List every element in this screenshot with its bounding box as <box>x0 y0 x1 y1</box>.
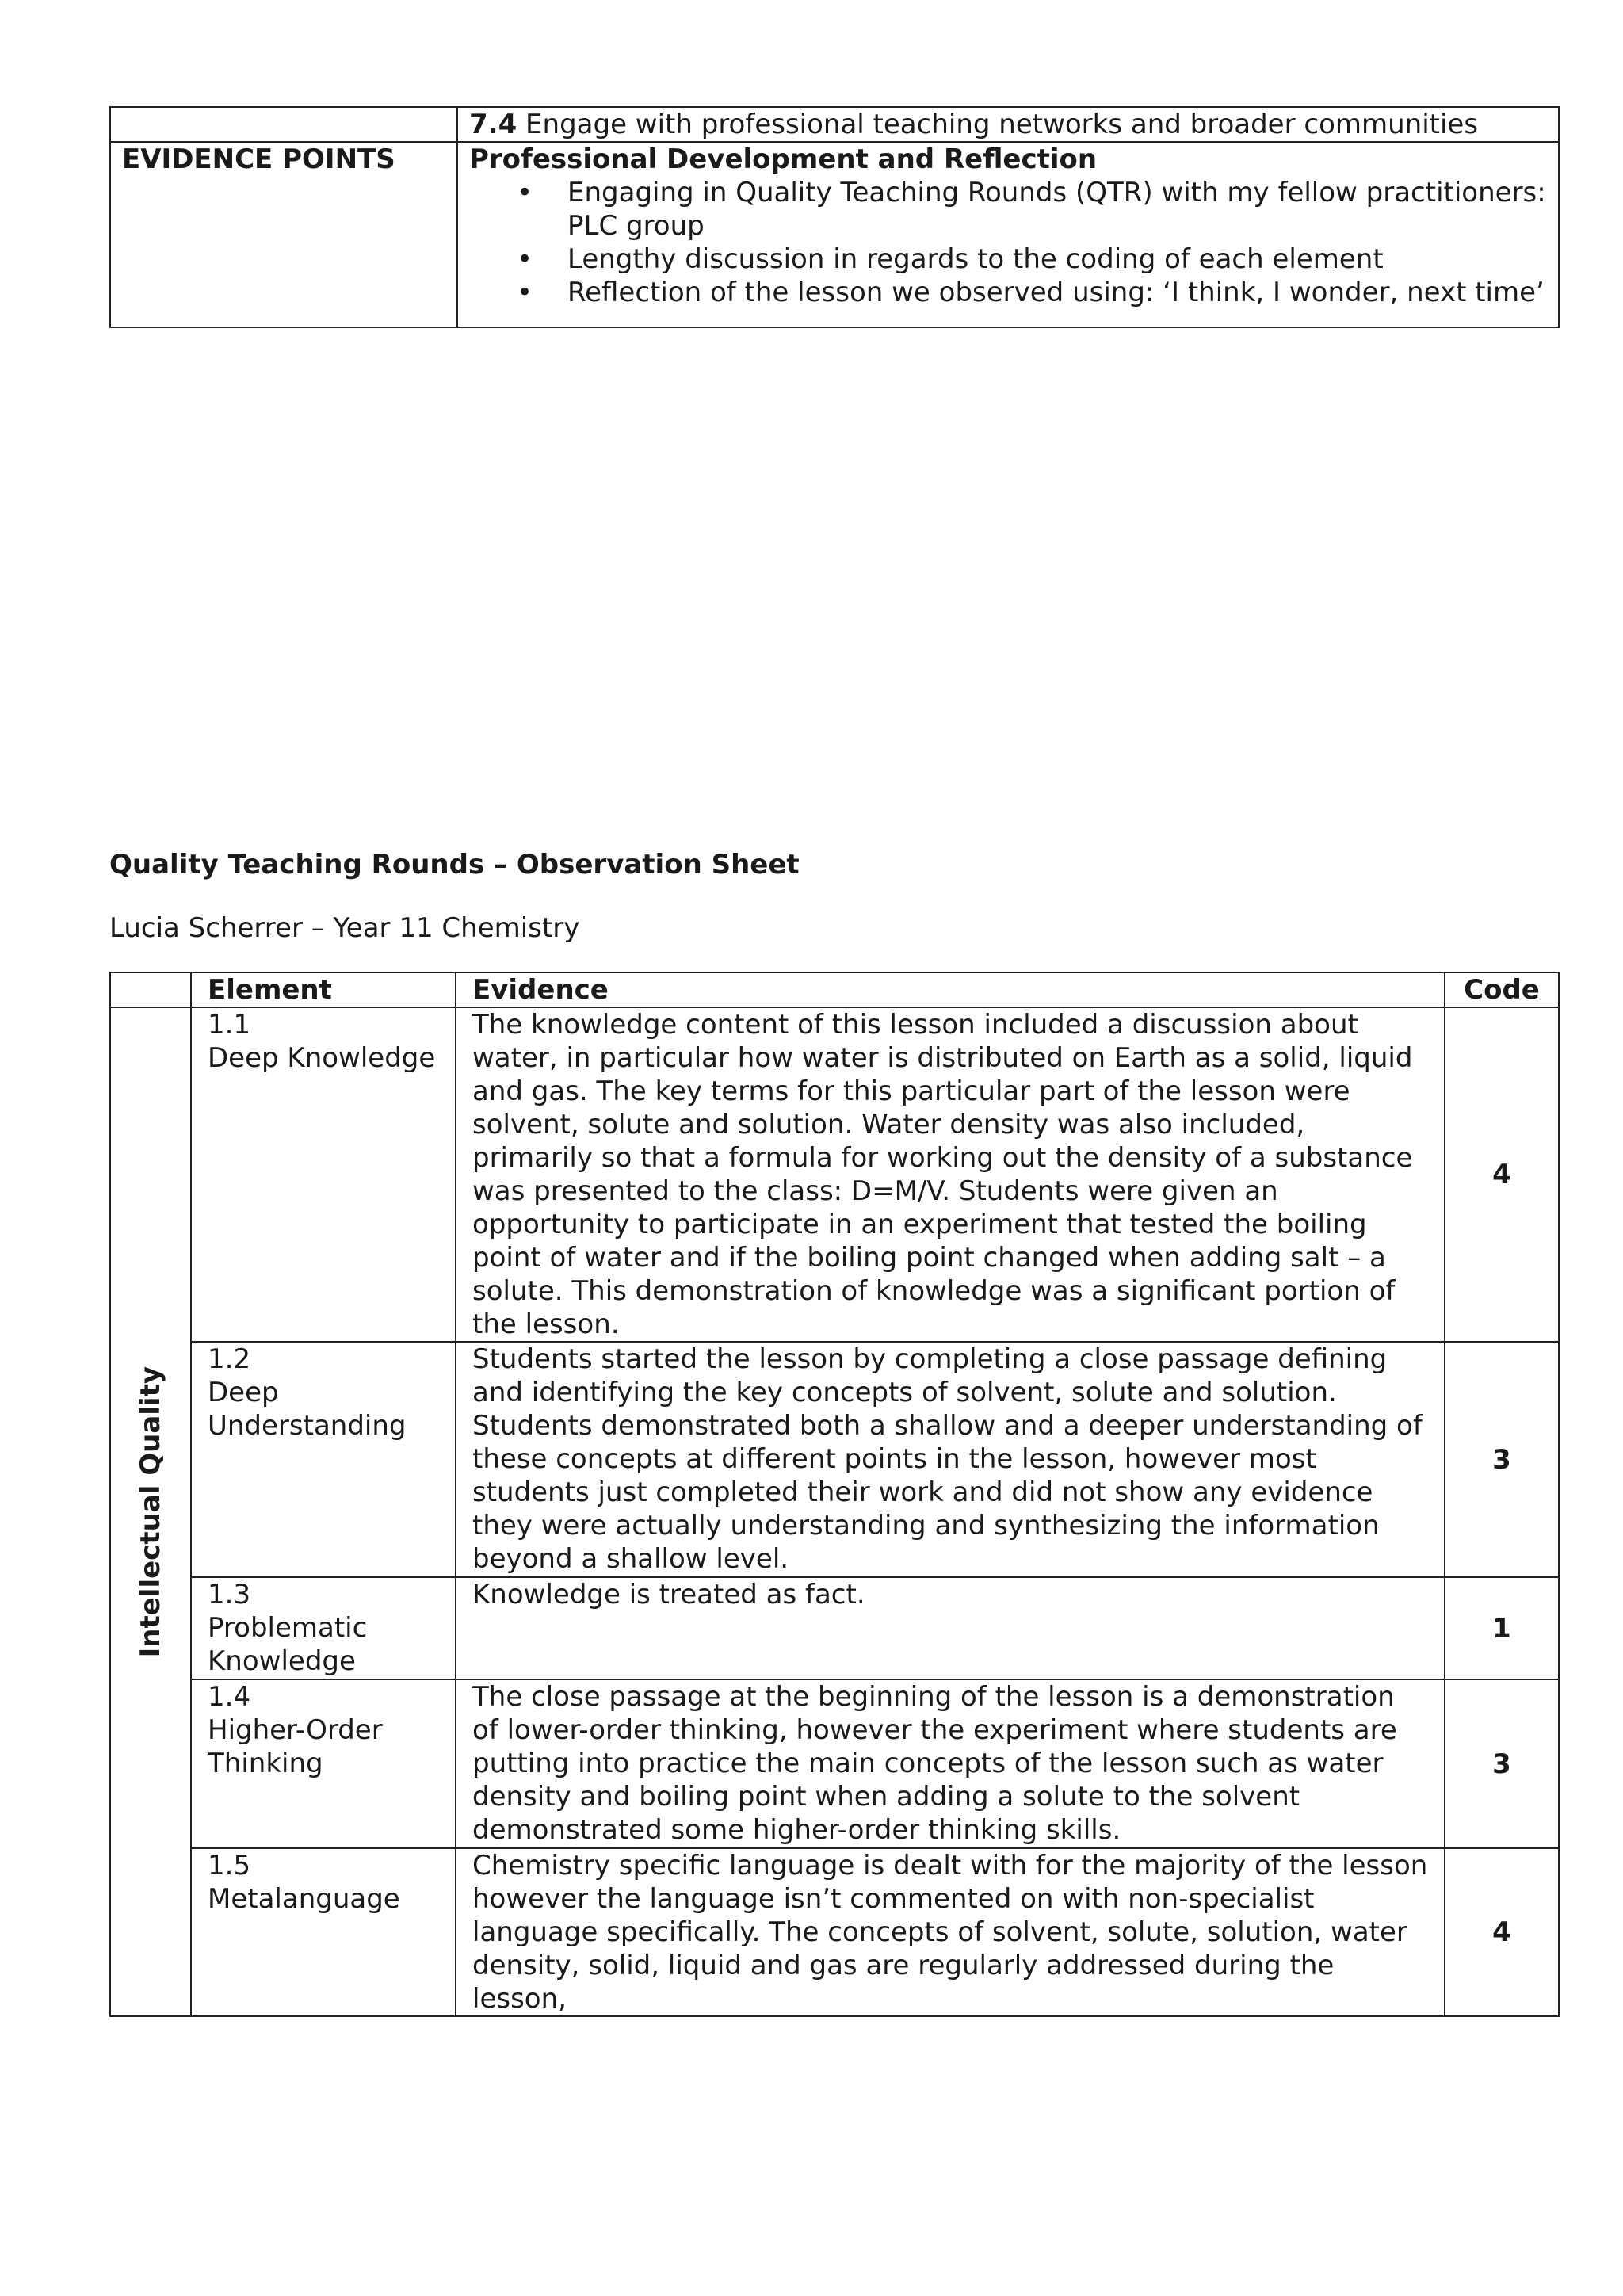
standard-number: 7.4 <box>469 109 517 140</box>
table-row <box>110 1679 1559 1848</box>
standard-row <box>110 107 1559 142</box>
code-value: 4 <box>1445 1848 1559 2016</box>
element-number: 1.4 <box>208 1681 251 1713</box>
observation-header-row <box>110 972 1559 1007</box>
element-name: Metalanguage <box>208 1883 400 1915</box>
table-row <box>110 1577 1559 1679</box>
code-value: 4 <box>1445 1007 1559 1342</box>
evidence-text: The close passage at the beginning of the lesson is a demonstration of lower-order thinking, however the experiment where students are putting into practice the main concepts of the lesson such as water density and boiling point when adding a solute to the solvent demonstrated some higher-order thinking skills. <box>456 1679 1445 1848</box>
header-evidence: Evidence <box>456 972 1445 1007</box>
code-value: 3 <box>1445 1679 1559 1848</box>
evidence-text: The knowledge content of this lesson included a discussion about water, in particular how water is distributed on Earth as a solid, liquid and gas. The key terms for this particular part of the lesson were solvent, solute and solution. Water density was also included, primarily so that a formula for working out the density of a substance was presented to the class: D=M/V. Students were given an opportunity to participate in an experiment that tested the boiling point of water and if the boiling point changed when adding salt – a solute. This demonstration of knowledge was a significant portion of the lesson. <box>456 1007 1445 1342</box>
evidence-label: EVIDENCE POINTS <box>110 142 457 327</box>
dimension-label: Intellectual Quality <box>135 1366 166 1658</box>
element-number: 1.3 <box>208 1579 251 1610</box>
standard-empty-cell <box>110 107 457 142</box>
table-row <box>110 1342 1559 1577</box>
code-value: 1 <box>1445 1577 1559 1679</box>
evidence-point: • Lengthy discussion in regards to the coding of each element <box>469 243 1547 276</box>
element-number: 1.2 <box>208 1343 251 1375</box>
element-name: Higher-Order Thinking <box>208 1714 383 1779</box>
evidence-text: Chemistry specific language is dealt with for the majority of the lesson however the language isn’t commented on with non-specialist language specifically. The concepts of solvent, solute, solution, water density, solid, liquid and gas are regularly addressed during the lesson, <box>456 1848 1445 2016</box>
header-code: Code <box>1445 972 1559 1007</box>
element-name: Deep Knowledge <box>208 1042 436 1074</box>
code-value: 3 <box>1445 1342 1559 1577</box>
element-cell <box>191 1342 456 1577</box>
evidence-text: Knowledge is treated as fact. <box>456 1577 1445 1679</box>
standards-table <box>109 106 1560 328</box>
header-element: Element <box>191 972 456 1007</box>
standard-text: Engage with professional teaching networks and broader communities <box>517 109 1479 140</box>
element-cell <box>191 1848 456 2016</box>
evidence-heading: Professional Development and Reflection <box>469 143 1098 175</box>
evidence-point: • Engaging in Quality Teaching Rounds (QTR) with my fellow practitioners: PLC group <box>469 176 1547 243</box>
sheet-subtitle: Lucia Scherrer – Year 11 Chemistry <box>109 912 580 944</box>
table-row <box>110 1007 1559 1342</box>
header-empty-cell <box>110 972 191 1007</box>
element-number: 1.1 <box>208 1009 251 1041</box>
dimension-cell <box>110 1007 191 2016</box>
observation-table <box>109 972 1560 2017</box>
evidence-row <box>110 142 1559 327</box>
element-cell <box>191 1007 456 1342</box>
element-name: Deep Understanding <box>208 1377 407 1442</box>
element-cell <box>191 1577 456 1679</box>
table-row <box>110 1848 1559 2016</box>
element-number: 1.5 <box>208 1850 251 1881</box>
evidence-cell <box>457 142 1559 327</box>
element-cell <box>191 1679 456 1848</box>
element-name: Problematic Knowledge <box>208 1612 368 1677</box>
evidence-list <box>469 176 1547 327</box>
standard-cell <box>457 107 1559 142</box>
evidence-text: Students started the lesson by completing a close passage defining and identifying the key concepts of solvent, solute and solution. Students demonstrated both a shallow and a deeper understanding of these concepts at different points in the lesson, however most students just completed their work and did not show any evidence they were actually understanding and synthesizing the information beyond a shallow level. <box>456 1342 1445 1577</box>
evidence-point: • Reflection of the lesson we observed using: ‘I think, I wonder, next time’ <box>469 276 1547 309</box>
sheet-title: Quality Teaching Rounds – Observation Sheet <box>109 849 800 881</box>
